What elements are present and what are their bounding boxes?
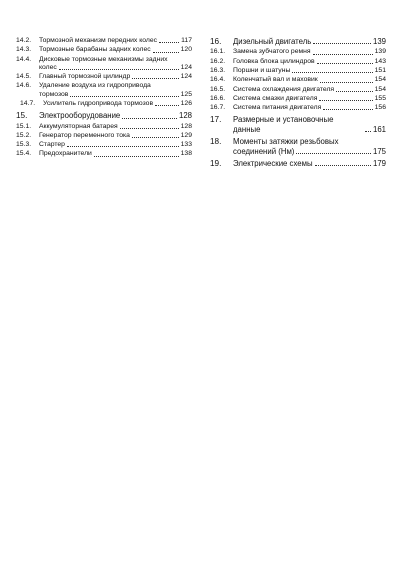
toc-entry-page: 133 — [180, 141, 192, 149]
toc-section-number: 15. — [16, 111, 28, 121]
toc-entry-page: 126 — [180, 99, 192, 107]
dot-leader — [315, 165, 371, 166]
toc-entry-page: 128 — [180, 122, 192, 130]
toc-entry-title: Усилитель гидропривода тормозов — [43, 99, 154, 107]
toc-section[interactable] — [210, 159, 386, 168]
toc-entry-number: 14.5. — [16, 73, 32, 81]
toc-section[interactable] — [210, 137, 386, 156]
dot-leader — [313, 43, 371, 44]
toc-entry-number: 15.1. — [16, 122, 32, 130]
dot-leader — [153, 52, 179, 53]
dot-leader — [365, 131, 371, 132]
toc-entry-title: Система смазки двигателя — [233, 94, 318, 102]
toc-section-title: Моменты затяжки резьбовых — [233, 137, 339, 147]
toc-entry-page: 151 — [374, 67, 386, 74]
toc-entry-number: 14.7. — [20, 99, 36, 107]
dot-leader — [132, 78, 178, 79]
toc-entry[interactable] — [210, 104, 386, 112]
toc-section-page: 175 — [372, 146, 386, 156]
dot-leader — [155, 105, 179, 106]
toc-section[interactable] — [16, 111, 192, 120]
toc-section-page: 179 — [372, 159, 386, 169]
toc-section-page: 128 — [178, 111, 192, 121]
dot-leader — [336, 91, 373, 92]
toc-entry-number: 16.7. — [210, 104, 226, 112]
toc-entry[interactable] — [16, 132, 192, 140]
toc-entry-title-continued: тормозов — [39, 90, 69, 98]
toc-entry[interactable] — [16, 141, 192, 149]
toc-entry-page: 120 — [180, 46, 192, 54]
toc-section[interactable] — [210, 37, 386, 46]
toc-entry-page: 124 — [180, 73, 192, 81]
toc-entry-page: 129 — [180, 131, 192, 139]
toc-entry-page: 156 — [374, 104, 386, 112]
toc-entry[interactable] — [210, 48, 386, 56]
toc-entry-number: 14.3. — [16, 46, 32, 54]
toc-section-page: 139 — [372, 37, 386, 46]
dot-leader — [94, 156, 179, 157]
dot-leader — [292, 72, 372, 73]
toc-section-title-continued: соединений (Нм) — [233, 146, 295, 156]
toc-entry-page: 125 — [180, 90, 192, 98]
dot-leader — [67, 146, 179, 147]
toc-entry-title: Система охлаждения двигателя — [233, 85, 335, 93]
toc-entry[interactable] — [210, 76, 386, 84]
toc-entry-title: Главный тормозной цилиндр — [39, 73, 131, 81]
toc-section[interactable] — [210, 115, 386, 134]
toc-entry-title: Замена зубчатого ремня — [233, 48, 311, 56]
toc-entry-title: Тормозной механизм передних колес — [39, 37, 158, 44]
toc-entry-title: Коленчатый вал и маховик — [233, 76, 318, 84]
toc-entry-title: Дисковые тормозные механизмы задних — [39, 55, 168, 63]
toc-entry-title: Стартер — [39, 141, 65, 149]
toc-entry-page: 143 — [374, 57, 386, 65]
dot-leader — [323, 109, 372, 110]
dot-leader — [122, 118, 177, 119]
toc-entry-title: Тормозные барабаны задних колес — [39, 46, 151, 54]
toc-entry[interactable] — [210, 67, 386, 75]
toc-entry[interactable] — [16, 82, 192, 98]
toc-entry[interactable] — [16, 56, 192, 72]
toc-entry[interactable] — [16, 37, 192, 45]
toc-entry[interactable] — [16, 100, 192, 108]
dot-leader — [120, 128, 179, 129]
dot-leader — [313, 54, 373, 55]
toc-entry-title-continued: колес — [39, 63, 57, 71]
toc-entry[interactable] — [16, 73, 192, 81]
dot-leader — [317, 63, 373, 64]
toc-entry[interactable] — [210, 95, 386, 103]
toc-entry-number: 14.4. — [16, 55, 32, 63]
toc-entry-title: Головка блока цилиндров — [233, 57, 315, 65]
toc-entry-number: 14.6. — [16, 82, 32, 90]
toc-entry-title: Предохранители — [39, 150, 92, 158]
toc-entry-page: 138 — [180, 150, 192, 158]
toc-section-number: 16. — [210, 37, 222, 46]
toc-entry[interactable] — [210, 58, 386, 66]
toc-section-title: Размерные и установочные данные — [233, 115, 334, 134]
toc-entry-number: 14.2. — [16, 37, 32, 44]
toc-entry-title: Аккумуляторная батарея — [39, 122, 118, 130]
toc-entry-page: 139 — [374, 48, 386, 56]
toc-section-title: Электрооборудование — [39, 111, 121, 121]
toc-entry-title: Поршни и шатуны — [233, 67, 291, 74]
toc-entry-title: Система питания двигателя — [233, 104, 322, 112]
dot-leader — [296, 153, 371, 154]
toc-entry[interactable] — [16, 46, 192, 54]
toc-entry[interactable] — [16, 123, 192, 131]
dot-leader — [159, 42, 179, 43]
toc-entry-number: 16.2. — [210, 57, 226, 65]
toc-entry-number: 15.3. — [16, 141, 32, 149]
toc-entry-title: Генератор переменного тока — [39, 131, 130, 139]
toc-section-number: 17. — [210, 115, 222, 125]
toc-entry[interactable] — [16, 150, 192, 158]
toc-column-left — [16, 37, 192, 160]
toc-entry-page: 124 — [180, 63, 192, 71]
toc-section-number: 18. — [210, 137, 222, 147]
toc-entry-number: 16.5. — [210, 85, 226, 93]
toc-entry-number: 15.2. — [16, 131, 32, 139]
dot-leader — [132, 137, 179, 138]
toc-entry-number: 16.6. — [210, 94, 226, 102]
dot-leader — [320, 82, 373, 83]
toc-entry-page: 154 — [374, 85, 386, 93]
dot-leader — [59, 69, 179, 70]
toc-entry-number: 16.1. — [210, 48, 226, 56]
toc-entry-number: 16.4. — [210, 76, 226, 84]
toc-entry-page: 117 — [181, 37, 192, 44]
toc-entry-page: 155 — [374, 94, 386, 102]
toc-section-title: Дизельный двигатель — [233, 37, 312, 46]
toc-entry-number: 16.3. — [210, 67, 226, 74]
toc-column-right — [210, 37, 386, 170]
toc-entry-page: 154 — [374, 76, 386, 84]
toc-section-number: 19. — [210, 159, 222, 169]
dot-leader — [319, 100, 372, 101]
toc-section-page: 161 — [372, 124, 386, 134]
toc-entry-number: 15.4. — [16, 150, 32, 158]
toc-entry[interactable] — [210, 86, 386, 94]
toc-section-title: Электрические схемы — [233, 159, 313, 169]
toc-entry-title: Удаление воздуха из гидропривода — [39, 82, 151, 90]
dot-leader — [70, 96, 178, 97]
